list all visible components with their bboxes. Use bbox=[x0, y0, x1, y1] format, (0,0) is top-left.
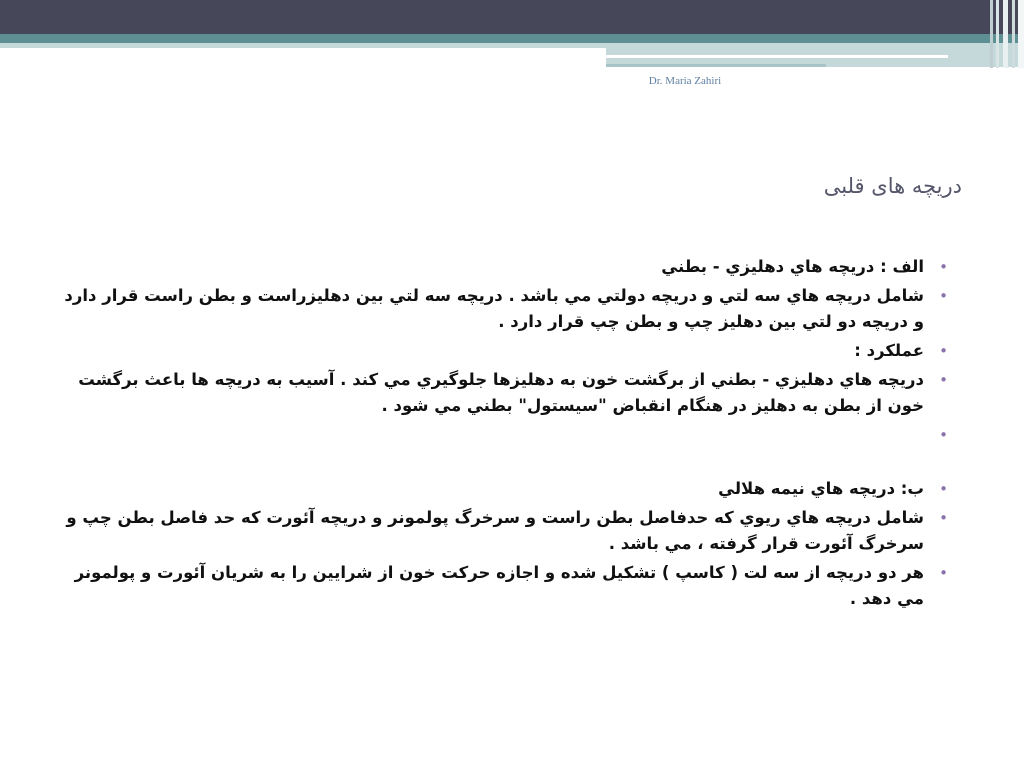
bullet-item bbox=[60, 505, 960, 557]
bullet-item bbox=[60, 338, 960, 364]
bullet-icon: • bbox=[939, 342, 948, 360]
bullet-icon: • bbox=[939, 426, 948, 444]
bullet-icon: • bbox=[939, 371, 948, 389]
header-teal-band bbox=[0, 34, 1024, 43]
vertical-bar bbox=[1012, 0, 1015, 68]
bullet-text: الف : دريچه هاي دهليزي - بطني bbox=[661, 257, 924, 276]
bullet-item-empty bbox=[60, 422, 960, 448]
bullet-icon: • bbox=[939, 258, 948, 276]
header-divider-line-2 bbox=[606, 64, 826, 67]
bullet-text: هر دو دريچه از سه لت ( كاسپ ) تشكيل شده و اجازه حركت خون از شرايين را به شريان آئورت و پولمونر مي دهد . bbox=[74, 563, 924, 608]
bullet-icon: • bbox=[939, 564, 948, 582]
bullet-list bbox=[60, 254, 960, 615]
bullet-item bbox=[60, 367, 960, 419]
bullet-icon: • bbox=[939, 287, 948, 305]
vertical-bar bbox=[996, 0, 999, 68]
header-vertical-bars bbox=[990, 0, 1024, 68]
bullet-icon: • bbox=[939, 509, 948, 527]
vertical-bar bbox=[1018, 0, 1024, 68]
header-dark-band bbox=[0, 0, 1024, 34]
bullet-text: دريچه هاي دهليزي - بطني از برگشت خون به دهليزها جلوگيري مي كند . آسيب به دريچه ها باعث برگشت خون از بطن به دهليز در هنگام انقباض "سيستول" بطني مي شود . bbox=[78, 370, 924, 415]
bullet-text: شامل دريچه هاي سه لتي و دريچه دولتي مي باشد . دريچه سه لتي بين دهليزراست و بطن راست قرار دارد و دريچه دو لتي بين دهليز چپ و بطن چپ قرار دارد . bbox=[64, 286, 924, 331]
bullet-item bbox=[60, 476, 960, 502]
bullet-icon: • bbox=[939, 480, 948, 498]
bullet-item bbox=[60, 283, 960, 335]
header-divider-line bbox=[606, 55, 948, 58]
slide-title: دریچه های قلبی bbox=[823, 174, 962, 198]
bullet-text: عملكرد : bbox=[854, 341, 924, 360]
bullet-item bbox=[60, 254, 960, 280]
author-label: Dr. Maria Zahiri bbox=[648, 75, 722, 87]
vertical-bar bbox=[1003, 0, 1008, 68]
vertical-bar bbox=[990, 0, 993, 68]
bullet-text: شامل دريچه هاي ريوي كه حدفاصل بطن راست و سرخرگ پولمونر و دريچه آئورت كه حد فاصل بطن چپ و سرخرگ آئورت قرار گرفته ، مي باشد . bbox=[66, 508, 924, 553]
bullet-text: ب: دريچه هاي نيمه هلالي bbox=[718, 479, 924, 498]
bullet-item bbox=[60, 560, 960, 612]
